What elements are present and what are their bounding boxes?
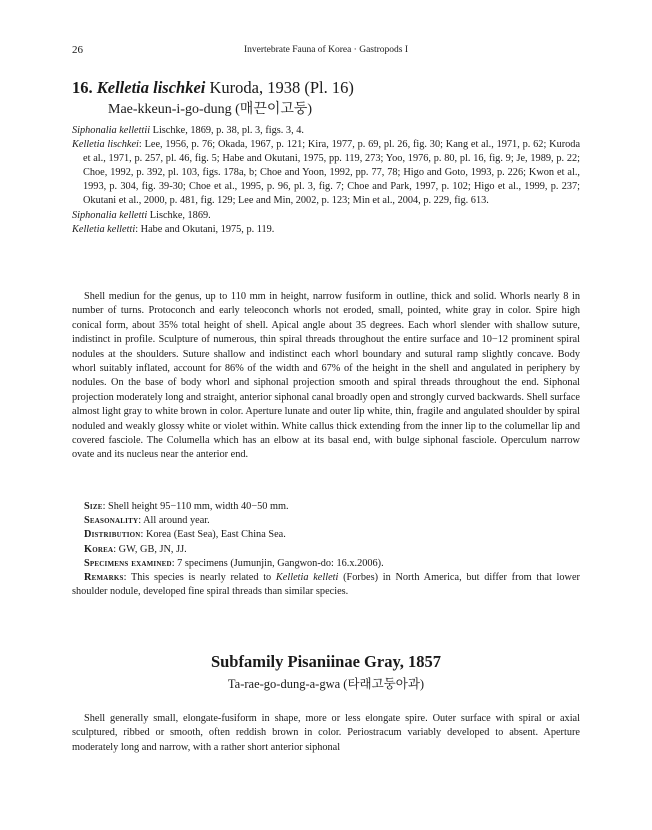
fact-label: Size (84, 501, 103, 512)
fact-label: Seasonality (84, 515, 139, 527)
fact-remarks (72, 571, 580, 599)
page-header (72, 44, 580, 58)
species-authority: Kuroda, 1938 (Pl. 16) (209, 78, 354, 97)
synonym-taxon: Kelletia kelletti (72, 223, 136, 235)
subfamily-vernacular-name: Ta-rae-go-dung-a-gwa (타래고둥아과) (227, 677, 425, 691)
fact-value: : Shell height 95−110 mm, width 40−50 mm. (102, 501, 289, 512)
synonym-citation: : Habe and Okutani, 1975, p. 119. (135, 223, 275, 235)
page-number: 26 (72, 44, 83, 56)
fact-label: Remarks (84, 572, 124, 584)
fact-label: Distribution (84, 529, 141, 541)
fact-label: Korea (84, 543, 114, 555)
synonym-taxon: Kelletia lischkei (72, 139, 139, 151)
species-heading (72, 78, 354, 98)
fact-value: : 7 specimens (Jumunjin, Gangwon-do: 16.x.2006). (171, 557, 384, 569)
synonym-citation: Lischke, 1869, p. 38, pl. 3, figs. 3, 4. (150, 125, 304, 136)
synonym-taxon: Siphonalia kellettii (72, 125, 151, 136)
fact-value: (Forbes) in North America, but differ from that lower shoulder nodule, developed fine spiral threads than similar species. (72, 572, 580, 598)
fact-distribution (72, 528, 580, 542)
fact-size (72, 500, 580, 514)
running-title: Invertebrate Fauna of Korea · Gastropods I (243, 45, 409, 55)
synonymy-list (72, 124, 580, 237)
synonym-citation: Lischke, 1869. (147, 209, 211, 221)
synonymy-entry (72, 138, 580, 208)
species-name: Kelletia lischkei (96, 78, 206, 97)
synonymy-entry (72, 209, 580, 223)
fact-specimens-examined (72, 557, 580, 571)
subfamily-description: Shell generally small, elongate-fusiform in shape, more or less elongate spire. Outer surface with spiral or axial sculptured, ribbed or smooth, often reddish brown in color. Periostracum variably developed to absent. Aperture moderately long and narrow, with a rather short anterior siphonal (72, 713, 580, 753)
synonym-taxon: Siphonalia kelletti (72, 209, 148, 221)
synonymy-entry (72, 124, 580, 138)
fact-value: : All around year. (138, 515, 210, 527)
species-facts (72, 500, 580, 599)
fact-label: Specimens examined (84, 557, 172, 569)
fact-value: : Korea (East Sea), East China Sea. (140, 529, 286, 541)
fact-value: : GW, GB, JN, JJ. (113, 543, 187, 555)
synonymy-entry (72, 223, 580, 237)
fact-seasonality (72, 514, 580, 528)
subfamily-heading: Subfamily Pisaniinae Gray, 1857 (210, 652, 442, 671)
fact-value: : This species is nearly related to (123, 572, 276, 584)
synonym-citation: : Lee, 1956, p. 76; Okada, 1967, p. 121; Kira, 1977, p. 69, pl. 26, fig. 30; Kang et al., 1971, p. 62; Kuroda et al., 1971, p. 257, pl. 46, fig. 5; Habe and Okutani, 1975, pp. 119, 273; Yoo, 1976, p. 80, pl. 16, fig. 9; Je, 1989, p. 22; Choe, 1992, p. 392, pl. 103, figs. 178a, b; Choe and Yoon, 1992, pp. 77, 78; Higo and Goto, 1993, p. 226; Kwon et al., 1993, p. 304, fig. 39-30; Choe et al., 1995, p. 96, pl. 3, fig. 7; Choe and Park, 1997, p. 102; Higo et al., 1999, p. 237; Okutani et al., 2000, p. 481, fig. 129; Lee and Min, 2002, p. 123; Min et al., 2004, p. 229, fig. 613. (83, 139, 581, 207)
species-vernacular-name: Mae-kkeun-i-go-dung (매끈이고둥) (108, 102, 313, 117)
remarks-taxon: Kelletia kelleti (275, 572, 339, 584)
species-description: Shell mediun for the genus, up to 110 mm in height, narrow fusiform in outline, thick and solid. Whorls nearly 8 in number of turns. Protoconch and early teleoconch whorls not eroded, small, pointed, white gray in color. Spire high conical form, about 35% total height of shell. Apical angle about 35 degrees. Each whorl slender with shallow suture, indistinct in profile. Sculpture of numerous, thin spiral threads throughout the entire surface and 10−12 prominent spiral nodules at the shoulders. Suture shallow and indistinct each whorl boundary and sutural ramp slightly concave. Body whorl suitably inflated, account for 86% of the width and 67% of the height in the shell and angulated in periphery by nodules. On the base of body whorl and siphonal projection smooth and spiral threads throughout the end. Siphonal projection moderately long and straight, anterior siphonal canal broadly open and strongly curved backwards. Shell surface almost light gray to white brown in color. Aperture lunate and outer lip white, thin, fragile and angulated shoulder by spiral noduled and weakly glossy white or violet within. White callus thick extending from the inner lip to the columellar lip and covered fasciole. The Columella which has an elbow at its basal end, with bulge siphonal fasciole. Operculum narrow ovate and its nucleus near the anterior end. (72, 291, 580, 461)
fact-korea (72, 543, 580, 557)
species-number: 16. (72, 78, 93, 97)
